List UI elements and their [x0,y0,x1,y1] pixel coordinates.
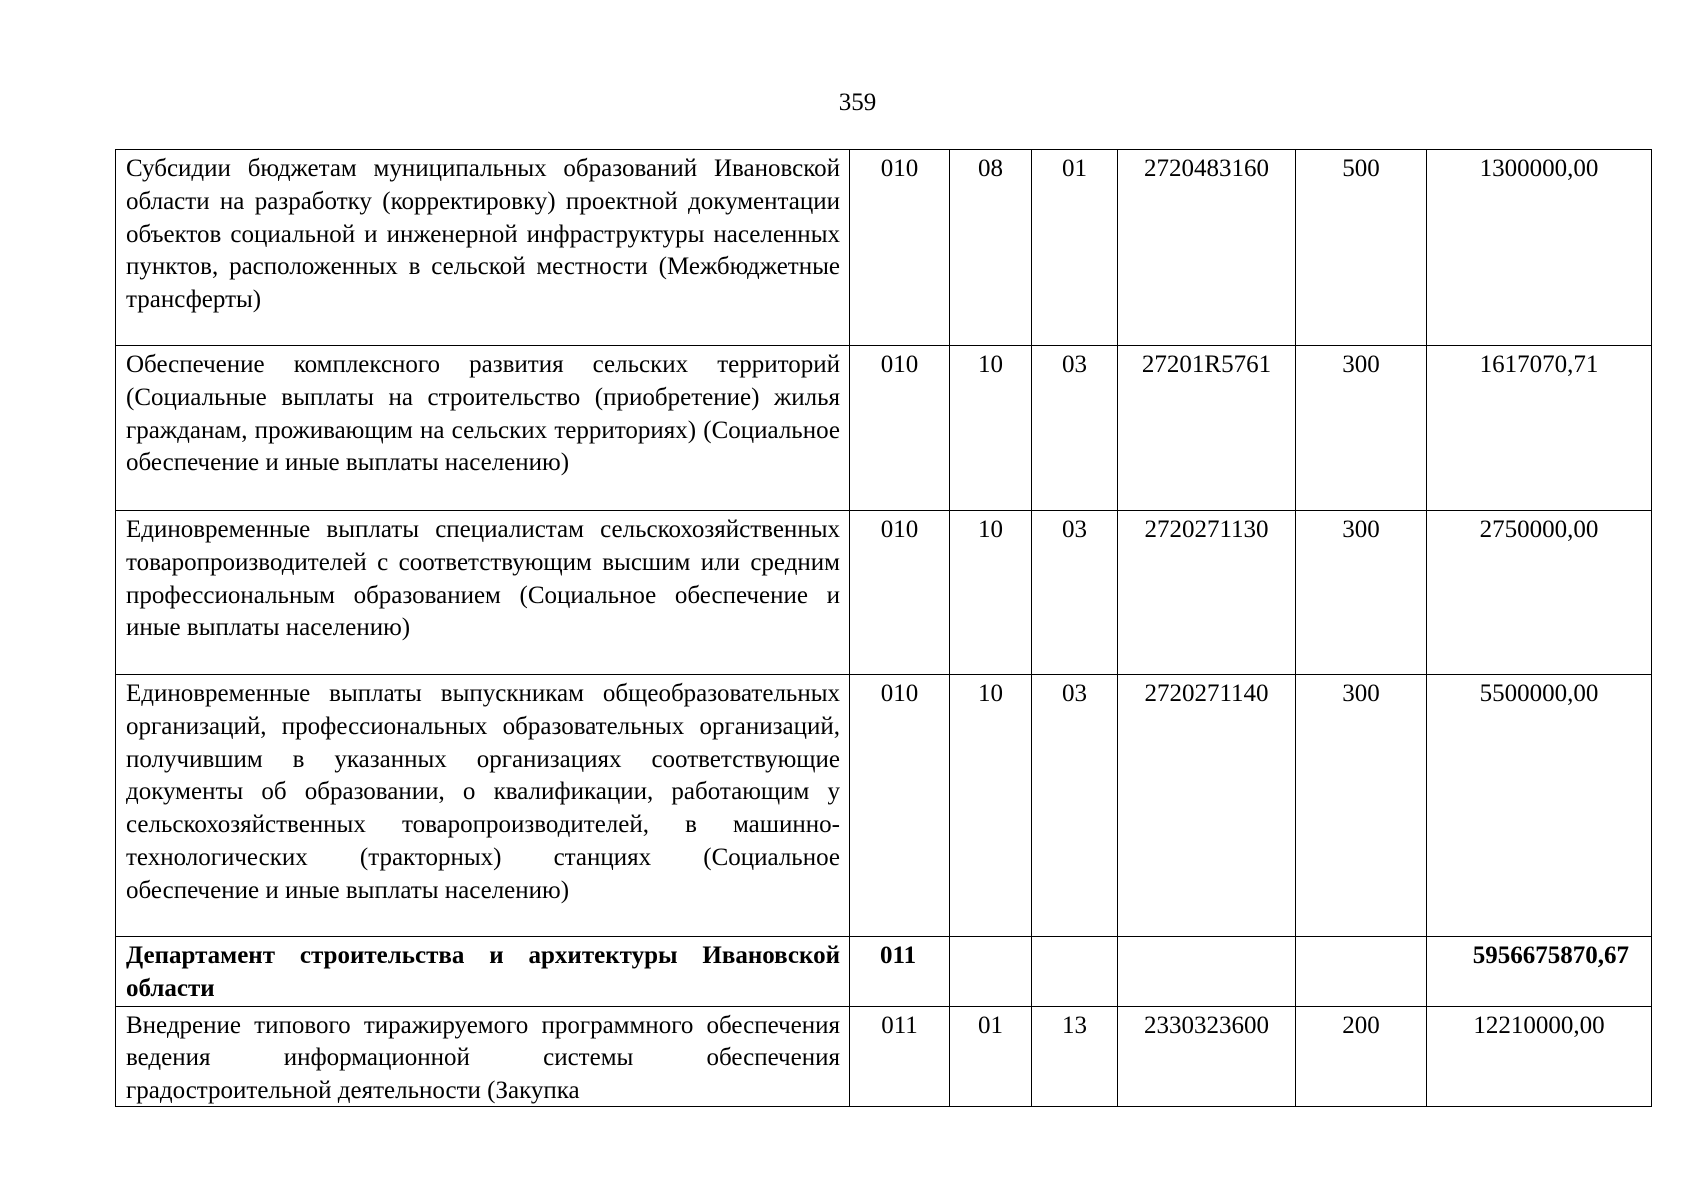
section-code: 08 [950,150,1032,346]
target-article-code: 27201R5761 [1118,346,1296,511]
expense-type-code: 300 [1296,675,1427,937]
amount-value: 2750000,00 [1427,511,1652,675]
row-description-text: Внедрение типового тиражируемого программного обеспечения ведения информационной системы обеспечения градостроительной деятельности (Закупка [126,1011,840,1105]
ministry-code: 011 [850,937,950,1007]
expense-type-code: 500 [1296,150,1427,346]
amount-value: 1300000,00 [1427,150,1652,346]
subsection-code: 03 [1032,511,1118,675]
budget-table [115,149,1652,1107]
target-article-code: 2720271130 [1118,511,1296,675]
table-row [116,937,1652,1007]
subsection-code: 01 [1032,150,1118,346]
table-row [116,1006,1652,1106]
amount-value: 12210000,00 [1427,1006,1652,1106]
row-description [116,1006,850,1106]
subsection-code: 13 [1032,1006,1118,1106]
expense-type-code [1296,937,1427,1007]
table-row [116,346,1652,511]
amount-value: 1617070,71 [1427,346,1652,511]
row-description: Субсидии бюджетам муниципальных образований Ивановской области на разработку (корректировку) проектной документации объектов социальной и инженерной инфраструктуры населенных пунктов, расположенных в сельской местности (Межбюджетные трансферты) [116,150,850,346]
expense-type-code: 300 [1296,511,1427,675]
subsection-code: 03 [1032,346,1118,511]
department-total-amount: 5956675870,67 [1427,937,1652,1007]
subsection-code [1032,937,1118,1007]
section-code: 01 [950,1006,1032,1106]
target-article-code: 2720271140 [1118,675,1296,937]
table-row [116,675,1652,937]
amount-value: 5500000,00 [1427,675,1652,937]
ministry-code: 010 [850,150,950,346]
row-description: Единовременные выплаты специалистам сельскохозяйственных товаропроизводителей с соответствующим высшим или средним профессиональным образованием (Социальное обеспечение и иные выплаты населению) [116,511,850,675]
section-code: 10 [950,675,1032,937]
department-heading: Департамент строительства и архитектуры Ивановской области [116,937,850,1007]
row-description: Единовременные выплаты выпускникам общеобразовательных организаций, профессиональных образовательных организаций, получившим в указанных организациях соответствующие документы об образовании, о квалификации, работающим у сельскохозяйственных товаропроизводителей, в машинно-технологических (тракторных) станциях (Социальное обеспечение и иные выплаты населению) [116,675,850,937]
table-row [116,511,1652,675]
expense-type-code: 200 [1296,1006,1427,1106]
section-code: 10 [950,346,1032,511]
target-article-code: 2720483160 [1118,150,1296,346]
subsection-code: 03 [1032,675,1118,937]
ministry-code: 010 [850,511,950,675]
ministry-code: 010 [850,346,950,511]
section-code [950,937,1032,1007]
section-code: 10 [950,511,1032,675]
expense-type-code: 300 [1296,346,1427,511]
target-article-code: 2330323600 [1118,1006,1296,1106]
ministry-code: 011 [850,1006,950,1106]
target-article-code [1118,937,1296,1007]
table-row [116,150,1652,346]
ministry-code: 010 [850,675,950,937]
row-description: Обеспечение комплексного развития сельских территорий (Социальные выплаты на строительство (приобретение) жилья гражданам, проживающим на сельских территориях) (Социальное обеспечение и иные выплаты населению) [116,346,850,511]
page-number: 359 [838,89,877,116]
